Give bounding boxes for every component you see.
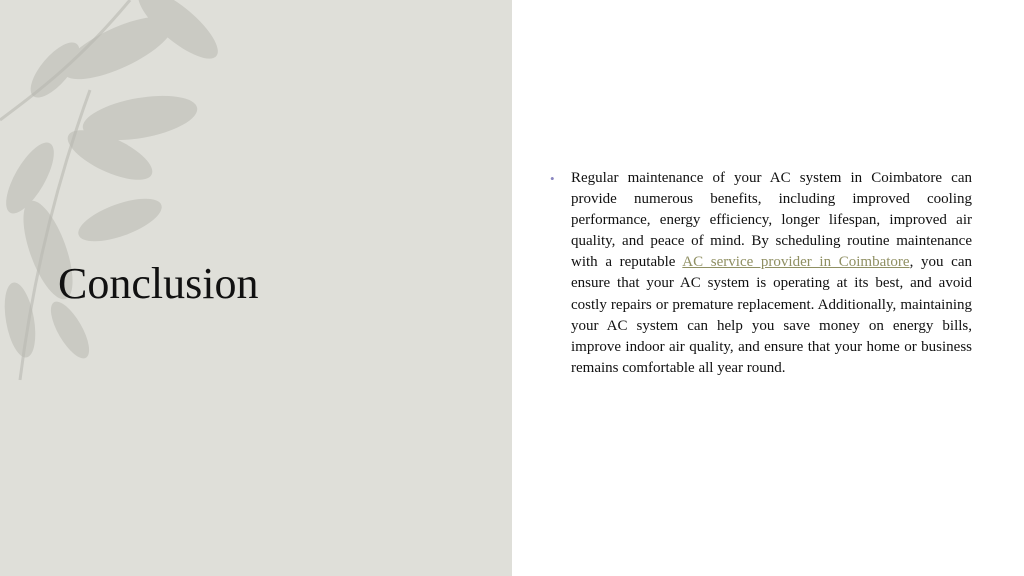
body-text-start: Regular maintenance of your AC system in Coimbatore can provide numerous benefits, including improved cooling performance, energy efficiency, longer lifespan, improved air quality, and peace of mind. By scheduling routine maintenance with a reputable	[571, 170, 972, 271]
body-text-end: , you can ensure that your AC system is operating at its best, and avoid costly repairs or premature replacement. Additionally, maintaining your AC system can help you save money on energy bills, improve indoor air quality, and ensure that your home or business remains comfortable all year round.	[571, 254, 972, 376]
page-title: Conclusion	[58, 259, 259, 308]
bullet-list	[550, 168, 972, 379]
list-item	[550, 168, 972, 379]
service-provider-link[interactable]: AC service provider in Coimbatore	[682, 254, 910, 271]
bullet-icon: •	[550, 171, 555, 186]
